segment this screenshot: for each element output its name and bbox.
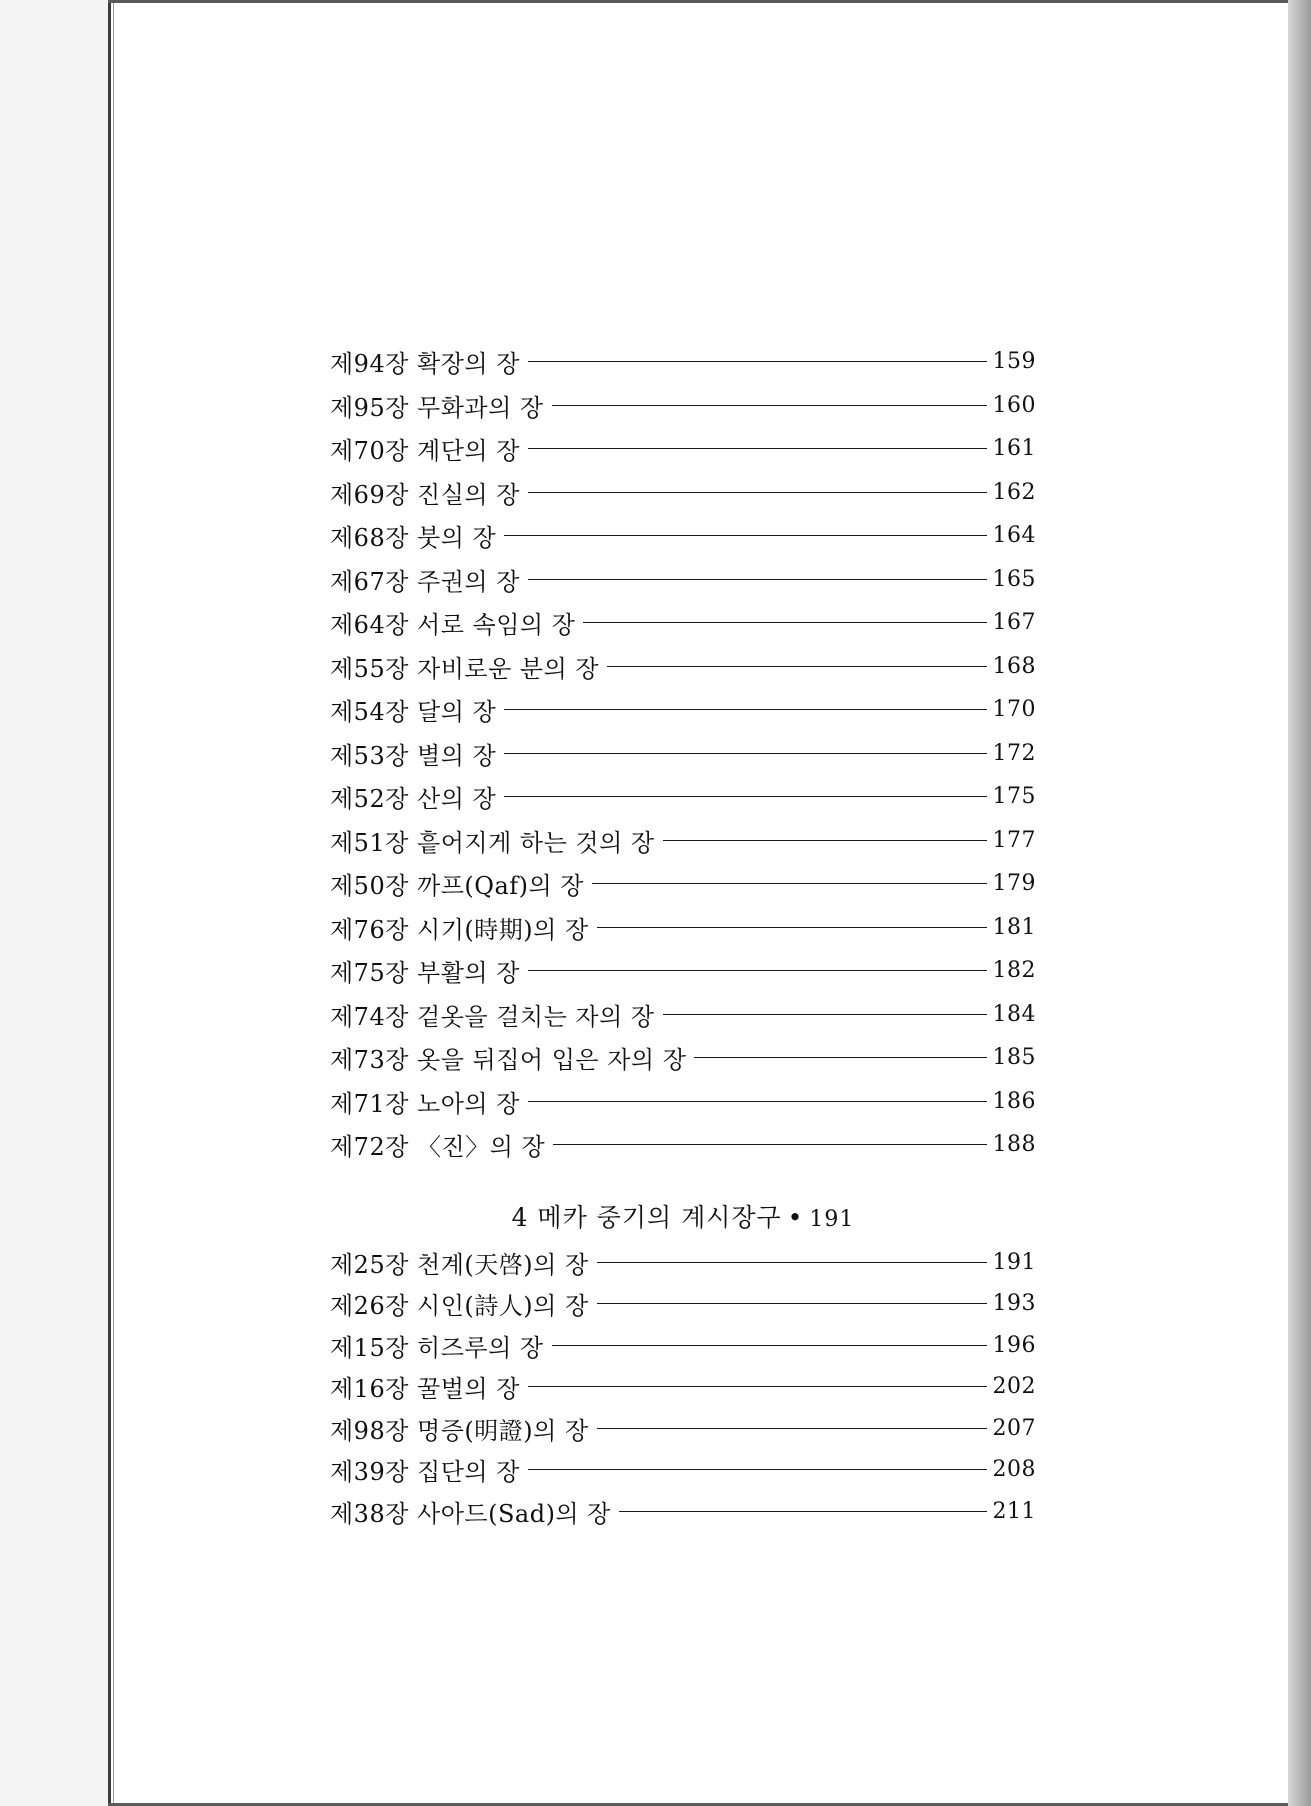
dot-leader <box>663 840 987 841</box>
toc-entry-page: 186 <box>992 1088 1036 1114</box>
toc-entry-page: 175 <box>992 784 1036 810</box>
dot-leader <box>583 622 986 623</box>
scan-gutter <box>0 0 108 1806</box>
toc-entry <box>330 1242 1036 1284</box>
toc-entry-page: 160 <box>992 392 1036 418</box>
toc-entry <box>330 340 1036 384</box>
dot-leader <box>663 1014 987 1015</box>
toc-entry <box>330 471 1036 515</box>
toc-entry <box>330 1491 1036 1533</box>
toc-entry-page: 182 <box>992 958 1036 984</box>
dot-leader <box>597 1428 987 1429</box>
toc-entry-page: 159 <box>992 349 1036 375</box>
dot-leader <box>504 709 986 710</box>
toc-entry-page: 208 <box>992 1457 1036 1483</box>
dot-leader <box>528 970 987 971</box>
toc-entry <box>330 993 1036 1037</box>
section-number: 4 <box>511 1202 529 1232</box>
toc-entry-title: 제64장 서로 속임의 장 <box>330 611 576 640</box>
dot-leader <box>592 883 987 884</box>
toc-entry-title: 제25장 천계(天啓)의 장 <box>330 1250 589 1279</box>
toc-entry-title: 제70장 계단의 장 <box>330 437 520 466</box>
toc-entry-title: 제15장 히즈루의 장 <box>330 1333 544 1362</box>
toc-entry <box>330 906 1036 950</box>
toc-entry-page: 167 <box>992 610 1036 636</box>
dot-leader <box>528 1469 987 1470</box>
page-left-edge <box>108 2 111 1804</box>
toc-entry-page: 211 <box>992 1498 1036 1524</box>
dot-leader <box>504 796 986 797</box>
toc-section-4 <box>330 1242 1036 1533</box>
dot-leader <box>619 1511 987 1512</box>
toc-entry-title: 제76장 시기(時期)의 장 <box>330 915 589 944</box>
dot-leader <box>597 927 987 928</box>
dot-leader <box>528 361 987 362</box>
toc-entry-title: 제52장 산의 장 <box>330 785 497 814</box>
toc-entry <box>330 775 1036 819</box>
toc-entry-title: 제16장 꿀벌의 장 <box>330 1375 520 1404</box>
section-page: 191 <box>809 1206 855 1232</box>
toc-entry-title: 제38장 사아드(Sad)의 장 <box>330 1499 611 1528</box>
dot-leader <box>528 1101 987 1102</box>
toc-entry-page: 179 <box>992 871 1036 897</box>
toc-entry-page: 196 <box>992 1332 1036 1358</box>
toc-entry <box>330 1080 1036 1124</box>
dot-leader <box>528 1386 987 1387</box>
toc-entry-title: 제68장 붓의 장 <box>330 524 497 553</box>
toc-entry-page: 164 <box>992 523 1036 549</box>
toc-entry-page: 162 <box>992 479 1036 505</box>
toc-entry-title: 제75장 부활의 장 <box>330 959 520 988</box>
dot-leader <box>504 535 986 536</box>
toc-entry <box>330 558 1036 602</box>
toc-entry <box>330 1449 1036 1491</box>
page-top-edge <box>108 0 1288 3</box>
section-heading <box>330 1196 1036 1240</box>
toc-entry-title: 제54장 달의 장 <box>330 698 497 727</box>
toc-entry-page: 184 <box>992 1001 1036 1027</box>
toc-entry-title: 제67장 주권의 장 <box>330 567 520 596</box>
dot-leader <box>597 1262 987 1263</box>
dot-leader <box>694 1057 986 1058</box>
toc-entry <box>330 688 1036 732</box>
toc-entry <box>330 1325 1036 1367</box>
toc-entry-page: 193 <box>992 1291 1036 1317</box>
toc-entry <box>330 601 1036 645</box>
toc-entry-title: 제69장 진실의 장 <box>330 480 520 509</box>
toc-entry-page: 177 <box>992 827 1036 853</box>
toc-entry-title: 제72장 〈진〉의 장 <box>330 1133 546 1162</box>
toc-entry-title: 제95장 무화과의 장 <box>330 393 544 422</box>
toc-entry-page: 172 <box>992 740 1036 766</box>
toc-entry <box>330 427 1036 471</box>
toc-entry <box>330 732 1036 776</box>
toc-entry-title: 제39장 집단의 장 <box>330 1458 520 1487</box>
dot-leader <box>528 579 987 580</box>
toc-entry-title: 제55장 자비로운 분의 장 <box>330 654 600 683</box>
toc-entry <box>330 1123 1036 1167</box>
toc-entry-page: 202 <box>992 1374 1036 1400</box>
toc-entry-page: 181 <box>992 914 1036 940</box>
toc-entry-page: 165 <box>992 566 1036 592</box>
toc-entry-page: 188 <box>992 1132 1036 1158</box>
toc-section-3 <box>330 340 1036 1167</box>
toc-entry <box>330 862 1036 906</box>
dot-leader <box>552 405 987 406</box>
toc-entry-title: 제50장 까프(Qaf)의 장 <box>330 872 584 901</box>
dot-leader <box>528 448 987 449</box>
table-of-contents <box>330 340 1036 1532</box>
toc-entry-page: 185 <box>992 1045 1036 1071</box>
toc-entry <box>330 514 1036 558</box>
toc-entry-page: 161 <box>992 436 1036 462</box>
dot-leader <box>504 753 986 754</box>
dot-leader <box>552 1345 987 1346</box>
toc-entry <box>330 819 1036 863</box>
toc-entry-page: 168 <box>992 653 1036 679</box>
dot-leader <box>607 666 986 667</box>
toc-entry-page: 207 <box>992 1415 1036 1441</box>
toc-entry <box>330 1283 1036 1325</box>
toc-entry-title: 제26장 시인(詩人)의 장 <box>330 1292 589 1321</box>
toc-entry <box>330 1366 1036 1408</box>
section-title: 메카 중기의 계시장구 <box>537 1202 782 1232</box>
toc-entry <box>330 1408 1036 1450</box>
dot-leader <box>528 492 987 493</box>
toc-entry-page: 170 <box>992 697 1036 723</box>
section-separator: • <box>787 1202 804 1232</box>
page-right-shadow <box>1288 0 1311 1806</box>
toc-entry-title: 제51장 흩어지게 하는 것의 장 <box>330 828 655 857</box>
dot-leader <box>553 1144 986 1145</box>
toc-entry-title: 제94장 확장의 장 <box>330 350 520 379</box>
toc-entry-page: 191 <box>992 1249 1036 1275</box>
toc-entry-title: 제73장 옷을 뒤집어 입은 자의 장 <box>330 1046 687 1075</box>
toc-entry <box>330 645 1036 689</box>
toc-entry-title: 제71장 노아의 장 <box>330 1089 520 1118</box>
toc-entry <box>330 949 1036 993</box>
page-left-edge-inner <box>113 2 114 1804</box>
toc-entry-title: 제53장 별의 장 <box>330 741 497 770</box>
toc-entry-title: 제98장 명증(明證)의 장 <box>330 1416 589 1445</box>
toc-entry-title: 제74장 겉옷을 걸치는 자의 장 <box>330 1002 655 1031</box>
toc-entry <box>330 1036 1036 1080</box>
dot-leader <box>597 1303 987 1304</box>
toc-entry <box>330 384 1036 428</box>
